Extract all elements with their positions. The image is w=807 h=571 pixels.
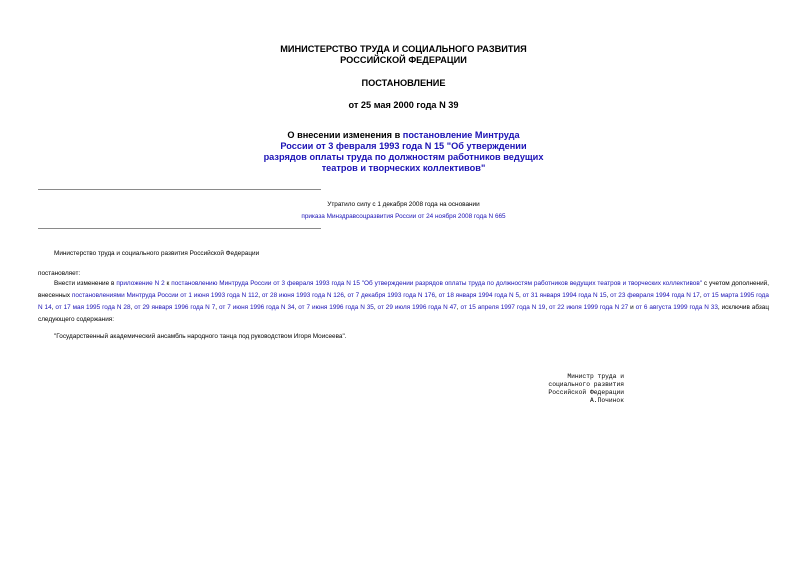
doc-type: ПОСТАНОВЛЕНИЕ bbox=[361, 78, 446, 88]
signature-line-3: Российской Федерации bbox=[548, 389, 624, 396]
link-resolution-126[interactable]: от 28 июня 1993 года N 126 bbox=[261, 292, 344, 299]
link-resolution-15-1994[interactable]: от 31 января 1994 года N 15 bbox=[522, 292, 607, 299]
signature-line-2: социального развития bbox=[548, 381, 624, 388]
main-paragraph: Внести изменение в приложение N 2 к постановлению Минтруда России от 3 февраля 1993 года N 15 "Об утверждении разрядов оплаты труда по должностям работников ведущих театров и творческих коллективов" с учетом дополнений, внесенных постановлениями Минтруда России от 1 июня 1993 года N 112, от 28 июня 1993 года N 126, от 7 декабря 1993 года N 176, от 18 января 1994 года N 5, от 31 января 1994 года N 15, от 23 февраля 1994 года N 17, от 15 марта 1995 года N 14, от 17 мая 1995 года N 28, от 29 января 1996 года N 7, от 7 июня 1996 года N 34, от 7 июня 1996 года N 35, от 29 июля 1996 года N 47, от 15 апреля 1997 года N 19, от 22 июля 1999 года N 27 и от 6 августа 1999 года N 33, исключив абзац следующего содержания: bbox=[38, 280, 770, 323]
link-resolution-5[interactable]: от 18 января 1994 года N 5 bbox=[438, 292, 520, 299]
ministry-heading bbox=[200, 44, 607, 66]
link-resolution-34[interactable]: от 7 июня 1996 года N 34 bbox=[218, 304, 295, 311]
link-resolution-47[interactable]: от 29 июля 1996 года N 47 bbox=[377, 304, 457, 311]
status-line: Утратило силу с 1 декабря 2008 года на основании bbox=[327, 201, 480, 208]
link-resolution-14[interactable]: от 15 марта 1995 года N 14 bbox=[38, 292, 769, 311]
link-resolution-33[interactable]: от 6 августа 1999 года N 33 bbox=[635, 304, 718, 311]
link-resolution-112[interactable]: постановлениями Минтруда России от 1 июня 1993 года N 112 bbox=[71, 292, 259, 299]
link-resolution-15[interactable]: постановлению Минтруда России от 3 февраля 1993 года N 15 "Об утверждении разрядов оплаты труда по должностям работников ведущих театров и творческих коллективов" bbox=[171, 280, 703, 287]
link-resolution-176[interactable]: от 7 декабря 1993 года N 176 bbox=[347, 292, 436, 299]
link-appendix-2[interactable]: приложение N 2 bbox=[116, 280, 165, 287]
title-link-line-2[interactable]: России от 3 февраля 1993 года N 15 "Об утверждении bbox=[280, 141, 527, 151]
signature-block bbox=[460, 373, 624, 405]
status-note bbox=[200, 199, 607, 223]
signature-name: А.Починок bbox=[589, 397, 624, 404]
link-resolution-35[interactable]: от 7 июня 1996 года N 35 bbox=[298, 304, 374, 311]
status-link-order[interactable]: приказа Минздравсоцразвития России от 24 ноября 2008 года N 665 bbox=[301, 213, 506, 220]
link-resolution-17[interactable]: от 23 февраля 1994 года N 17 bbox=[610, 292, 700, 299]
divider-bottom bbox=[38, 228, 321, 229]
title-link-resolution[interactable]: постановление Минтруда bbox=[402, 130, 520, 140]
link-resolution-19[interactable]: от 15 апреля 1997 года N 19 bbox=[460, 304, 546, 311]
issuer-text: Министерство труда и социального развития Российской Федерации bbox=[54, 250, 260, 257]
ministry-line-2: РОССИЙСКОЙ ФЕДЕРАЦИИ bbox=[340, 55, 467, 65]
signature-line-1: Министр труда и bbox=[567, 373, 624, 380]
quoted-paragraph: "Государственный академический ансамбль народного танца под руководством Игоря Моисеева". bbox=[54, 333, 347, 340]
link-resolution-27[interactable]: от 22 июля 1999 года N 27 bbox=[549, 304, 629, 311]
title-link-line-4[interactable]: театров и творческих коллективов" bbox=[321, 163, 486, 173]
title-prefix: О внесении изменения в bbox=[287, 130, 403, 140]
doc-date: от 25 мая 2000 года N 39 bbox=[348, 100, 459, 110]
ministry-line-1: МИНИСТЕРСТВО ТРУДА И СОЦИАЛЬНОГО РАЗВИТИЯ bbox=[280, 44, 527, 54]
doc-title bbox=[200, 130, 607, 174]
link-resolution-28[interactable]: от 17 мая 1995 года N 28 bbox=[55, 304, 131, 311]
title-link-line-3[interactable]: разрядов оплаты труда по должностям работников ведущих bbox=[263, 152, 544, 162]
divider-top bbox=[38, 189, 321, 190]
resolves-text: постановляет: bbox=[38, 270, 81, 277]
link-resolution-7[interactable]: от 29 января 1996 года N 7 bbox=[134, 304, 216, 311]
